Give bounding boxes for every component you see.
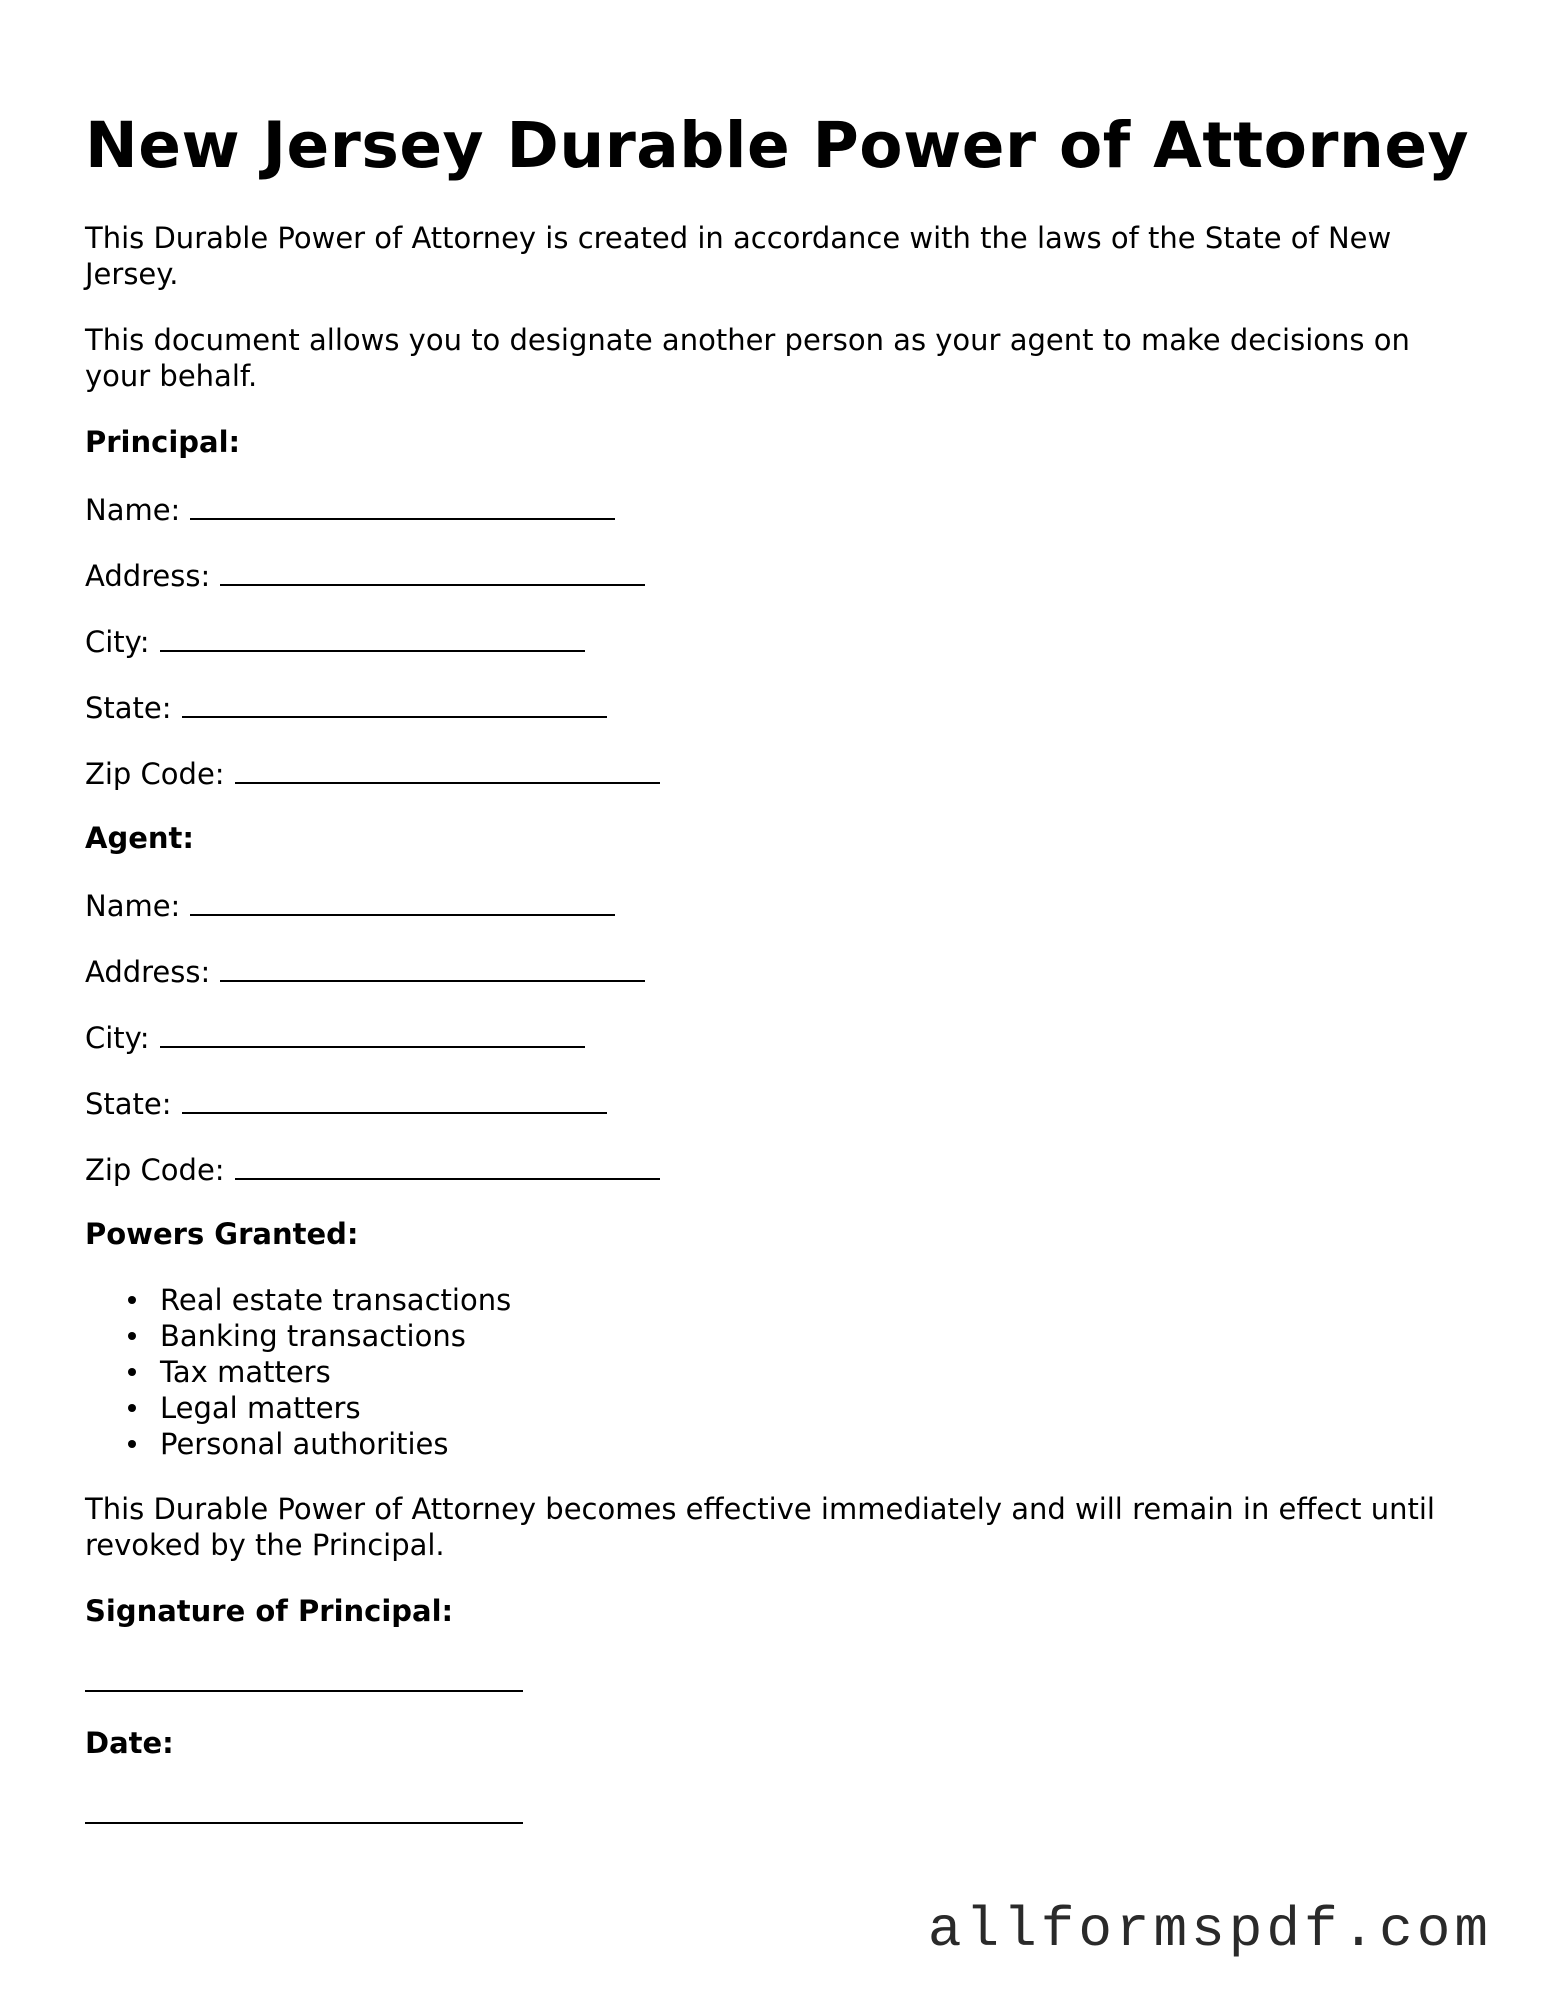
powers-heading: Powers Granted:: [85, 1217, 359, 1251]
principal-address-label: Address:: [85, 559, 211, 593]
agent-address-field[interactable]: [85, 952, 645, 990]
agent-state-blank[interactable]: [182, 1084, 607, 1114]
date-heading: Date:: [85, 1726, 174, 1760]
agent-name-field[interactable]: [85, 886, 615, 924]
principal-address-blank[interactable]: [220, 556, 645, 586]
signature-heading: Signature of Principal:: [85, 1594, 454, 1628]
agent-zip-blank[interactable]: [235, 1150, 660, 1180]
agent-state-field[interactable]: [85, 1084, 607, 1122]
agent-address-blank[interactable]: [220, 952, 645, 982]
page-title: New Jersey Durable Power of Attorney: [85, 109, 1470, 182]
principal-city-field[interactable]: [85, 622, 585, 660]
intro-paragraph-2: This document allows you to designate another person as your agent to make decisions on your behalf.: [85, 323, 1410, 393]
bullet-icon: [128, 1404, 136, 1412]
power-item-label: Legal matters: [160, 1391, 361, 1425]
power-item-label: Real estate transactions: [160, 1283, 512, 1317]
list-item: [160, 1318, 511, 1354]
principal-address-field[interactable]: [85, 556, 645, 594]
agent-name-label: Name:: [85, 889, 181, 923]
list-item: [160, 1354, 511, 1390]
agent-heading: Agent:: [85, 821, 194, 855]
agent-zip-label: Zip Code:: [85, 1153, 225, 1187]
effective-paragraph: This Durable Power of Attorney becomes effective immediately and will remain in effect until revoked by the Principal.: [85, 1492, 1435, 1562]
principal-zip-field[interactable]: [85, 754, 660, 792]
list-item: [160, 1282, 511, 1318]
principal-heading: Principal:: [85, 425, 241, 459]
principal-state-label: State:: [85, 691, 172, 725]
power-item-label: Personal authorities: [160, 1427, 449, 1461]
power-item-label: Banking transactions: [160, 1319, 466, 1353]
principal-zip-label: Zip Code:: [85, 757, 225, 791]
intro-paragraph-1: This Durable Power of Attorney is created in accordance with the laws of the State of New Jersey.: [85, 221, 1392, 291]
date-blank[interactable]: [85, 1820, 523, 1824]
agent-name-blank[interactable]: [190, 886, 615, 916]
bullet-icon: [128, 1368, 136, 1376]
principal-name-label: Name:: [85, 493, 181, 527]
signature-blank[interactable]: [85, 1688, 523, 1692]
bullet-icon: [128, 1332, 136, 1340]
agent-city-label: City:: [85, 1021, 150, 1055]
power-item-label: Tax matters: [160, 1355, 331, 1389]
agent-city-blank[interactable]: [160, 1018, 585, 1048]
watermark-logo: allformspdf.com: [927, 1898, 1492, 1962]
bullet-icon: [128, 1296, 136, 1304]
list-item: [160, 1426, 511, 1462]
agent-address-label: Address:: [85, 955, 211, 989]
principal-name-field[interactable]: [85, 490, 615, 528]
agent-state-label: State:: [85, 1087, 172, 1121]
principal-zip-blank[interactable]: [235, 754, 660, 784]
principal-state-blank[interactable]: [182, 688, 607, 718]
principal-city-label: City:: [85, 625, 150, 659]
bullet-icon: [128, 1440, 136, 1448]
powers-list: [85, 1282, 511, 1462]
agent-city-field[interactable]: [85, 1018, 585, 1056]
list-item: [160, 1390, 511, 1426]
principal-city-blank[interactable]: [160, 622, 585, 652]
principal-name-blank[interactable]: [190, 490, 615, 520]
agent-zip-field[interactable]: [85, 1150, 660, 1188]
principal-state-field[interactable]: [85, 688, 607, 726]
